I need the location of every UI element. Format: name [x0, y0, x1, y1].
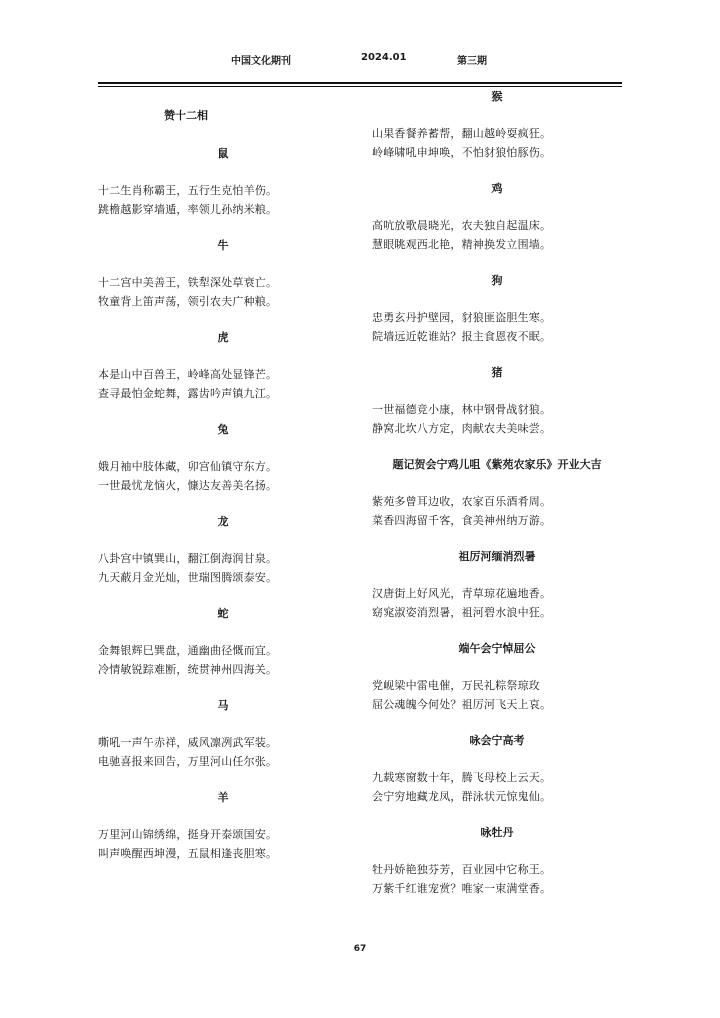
poem-line: 窈窕淑姿消烈暑，祖河碧水浪中狂。 [372, 606, 552, 619]
poem-title: 狗 [491, 274, 503, 287]
poem [372, 640, 622, 714]
poem-title: 羊 [217, 791, 229, 804]
poem-line: 一世福德竞小康，林中钢骨战豺狼。 [372, 403, 552, 416]
poem-title: 马 [217, 699, 229, 712]
poem-title: 牛 [217, 239, 229, 252]
poem-line: 屈公魂魄今何处？祖厉河飞天上哀。 [372, 698, 552, 711]
poem-line: 十二宫中美善王，铁犁深处草衰亡。 [98, 276, 278, 289]
poem-title: 题记贺会宁鸡儿咀《紫苑农家乐》开业大吉 [392, 458, 602, 471]
left-column [98, 86, 348, 863]
poem-line: 万紫千红谁宠赏？唯家一束满堂香。 [372, 882, 552, 895]
poem [372, 364, 622, 438]
poem [98, 421, 348, 495]
poem-line: 党岘梁中雷电催，万民礼粽祭琼玫 [372, 679, 540, 692]
poem-line: 九载寒窗数十年，腾飞母校上云天。 [372, 771, 552, 784]
poem-title: 鼠 [217, 147, 229, 160]
header-rule-thick [98, 82, 622, 84]
poem [98, 329, 348, 403]
poem-line: 一世最忧龙恼火，慷达友善美名扬。 [98, 479, 278, 492]
poem [98, 789, 348, 863]
poem-line: 冷情敏锐踪难断，统贯神州四海关。 [98, 663, 278, 676]
section-title: 赞十二相 [164, 109, 208, 122]
journal-name: 中国文化期刊 [231, 56, 291, 67]
poem-line: 岭峰啸吼申坤唤，不怕豺狼怕豚伤。 [372, 146, 552, 159]
poem-line: 金舞银辉巳巽盘，通幽曲径慨而宜。 [98, 644, 278, 657]
poem-line: 电驰喜报来回告，万里河山任尔张。 [98, 755, 278, 768]
poem-title: 猪 [491, 366, 503, 379]
poem-line: 牡丹娇艳独芬芳，百业园中它称王。 [372, 863, 552, 876]
poem-title: 虎 [217, 331, 229, 344]
poem [98, 605, 348, 679]
right-column [372, 86, 622, 898]
poem-line: 娥月袖中肢体藏，卯宫仙镇守东方。 [98, 460, 278, 473]
poem-line: 查寻最怕金蛇舞，露齿吟声镇九江。 [98, 387, 278, 400]
poem [372, 824, 622, 898]
poem-line: 万里河山锦绣绵，挺身开泰颂国安。 [98, 828, 278, 841]
poem-line: 八卦宫中镇巽山，翻江倒海润甘泉。 [98, 552, 278, 565]
poem-line: 跳檐越影穿墙遁，率领儿孙纳米粮。 [98, 203, 278, 216]
issue-number: 第三期 [457, 56, 487, 67]
poem [372, 456, 622, 530]
poem-line: 九天蔽月金光灿，世瑞图腾颂泰安。 [98, 571, 278, 584]
poem [98, 237, 348, 311]
poem-line: 紫苑多曾耳边收，农家百乐酒肴周。 [372, 495, 552, 508]
poem [372, 180, 622, 254]
poem [372, 272, 622, 346]
poem-line: 静窝北坎八方定，肉献农夫美味尝。 [372, 422, 552, 435]
page-number: 67 [353, 944, 367, 954]
poem-line: 山果香餐养蓄帮，翻山越岭耍疯狂。 [372, 127, 552, 140]
poem-title: 祖厉河缅消烈暑 [458, 550, 536, 563]
poem-line: 叫声唤醒西坤漫，五鼠相逢丧胆寒。 [98, 847, 278, 860]
poem-line: 十二生肖称霸王，五行生克怕羊伤。 [98, 184, 278, 197]
poem [372, 548, 622, 622]
poem-line: 忠勇玄丹护壁园，豺狼匪盗胆生寒。 [372, 311, 552, 324]
poem-title: 鸡 [491, 182, 503, 195]
poem-line: 会宁穷地藏龙凤，群泳状元惊鬼仙。 [372, 790, 552, 803]
poem [98, 697, 348, 771]
poem [372, 88, 622, 162]
poem-line: 牧童背上笛声荡，领引农夫广种粮。 [98, 295, 278, 308]
poem [98, 513, 348, 587]
poem-title: 兔 [217, 423, 229, 436]
poem-title: 龙 [217, 515, 229, 528]
running-header [0, 52, 720, 68]
poem-line: 嘶吼一声午赤祥，威风凛冽武军装。 [98, 736, 278, 749]
poem-line: 菜香四海留千客，食美神州纳万游。 [372, 514, 552, 527]
poem-title: 咏牡丹 [480, 826, 514, 839]
poem-title: 蛇 [217, 607, 229, 620]
poem-line: 院墙远近乾谁站？报主食恩夜不眠。 [372, 330, 552, 343]
poem [372, 732, 622, 806]
poem [98, 145, 348, 219]
poem-line: 本是山中百兽王，岭峰高处显锋芒。 [98, 368, 278, 381]
issue-date: 2024.01 [361, 52, 407, 63]
poem-line: 高吭放歌晨晓光，农夫独自起温床。 [372, 219, 552, 232]
poem-title: 端午会宁悼屈公 [458, 642, 536, 655]
poem-line: 汉唐街上好风光，青草琼花遍地香。 [372, 587, 552, 600]
poem-title: 咏会宁高考 [469, 734, 525, 747]
poem-line: 慧眼眺观西北艳，精神换发立围墙。 [372, 238, 552, 251]
poem-title: 猴 [491, 90, 503, 103]
